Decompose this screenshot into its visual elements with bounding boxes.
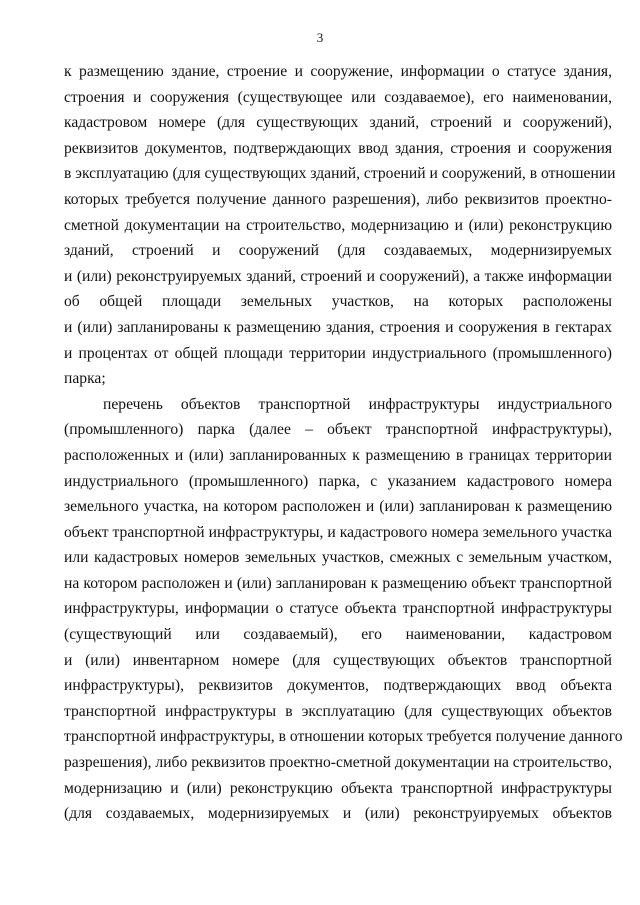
- text-line: земельного участка, на котором расположен и (или) запланирован к размещению: [64, 498, 612, 516]
- text-line: строения и сооружения (существующее или создаваемое), его наименовании,: [64, 88, 612, 106]
- text-line: на котором расположен и (или) запланирован к размещению объект транспортной: [64, 574, 612, 592]
- text-line: к размещению здание, строение и сооружение, информации о статусе здания,: [64, 63, 612, 80]
- page-number: 3: [316, 30, 324, 45]
- text-line: в эксплуатацию (для существующих зданий, строений и сооружений, в отношении: [64, 165, 616, 183]
- text-line: инфраструктуры), реквизитов документов, подтверждающих ввод объекта: [64, 677, 612, 695]
- text-line: и (или) реконструируемых зданий, строений и сооружений), а также информации: [64, 267, 612, 285]
- text-line: модернизацию и (или) реконструкцию объекта транспортной инфраструктуры: [64, 779, 612, 797]
- text-line: об общей площади земельных участков, на которых расположены: [64, 293, 612, 311]
- text-line: реквизитов документов, подтверждающих ввод здания, строения и сооружения: [64, 139, 612, 157]
- text-line: индустриального (промышленного) парка, с указанием кадастрового номера: [64, 472, 612, 490]
- document-body: [64, 59, 623, 827]
- text-line: инфраструктуры, информации о статусе объекта транспортной инфраструктуры: [64, 600, 612, 618]
- text-line: сметной документации на строительство, модернизацию и (или) реконструкцию: [64, 216, 612, 234]
- text-line: транспортной инфраструктуры в эксплуатацию (для существующих объектов: [64, 702, 612, 720]
- text-line: и (или) инвентарном номере (для существующих объектов транспортной: [64, 651, 612, 669]
- text-line: разрешения), либо реквизитов проектно-сметной документации на строительство,: [64, 754, 612, 772]
- text-line: и процентах от общей площади территории индустриального (промышленного): [64, 344, 612, 362]
- text-line: которых требуется получение данного разрешения), либо реквизитов проектно-: [64, 190, 612, 208]
- text-line: и (или) запланированы к размещению здания, строения и сооружения в гектарах: [64, 318, 612, 336]
- text-line: (промышленного) парка (далее – объект транспортной инфраструктуры),: [64, 421, 612, 439]
- text-line: объект транспортной инфраструктуры, и кадастрового номера земельного участка: [64, 523, 612, 541]
- text-line: транспортной инфраструктуры, в отношении которых требуется получение данного: [64, 728, 623, 746]
- text-line: расположенных и (или) запланированных к размещению в границах территории: [64, 446, 612, 464]
- text-line: перечень объектов транспортной инфраструктуры индустриального: [103, 395, 612, 413]
- text-line: (для создаваемых, модернизируемых и (или) реконструируемых объектов: [64, 805, 612, 823]
- text-line: или кадастровых номеров земельных участков, смежных с земельным участком,: [64, 549, 612, 567]
- text-line: (существующий или создаваемый), его наименовании, кадастровом: [64, 626, 612, 644]
- text-line: парка;: [64, 370, 106, 388]
- text-line: зданий, строений и сооружений (для создаваемых, модернизируемых: [64, 242, 612, 260]
- text-line: кадастровом номере (для существующих зданий, строений и сооружений),: [64, 114, 612, 132]
